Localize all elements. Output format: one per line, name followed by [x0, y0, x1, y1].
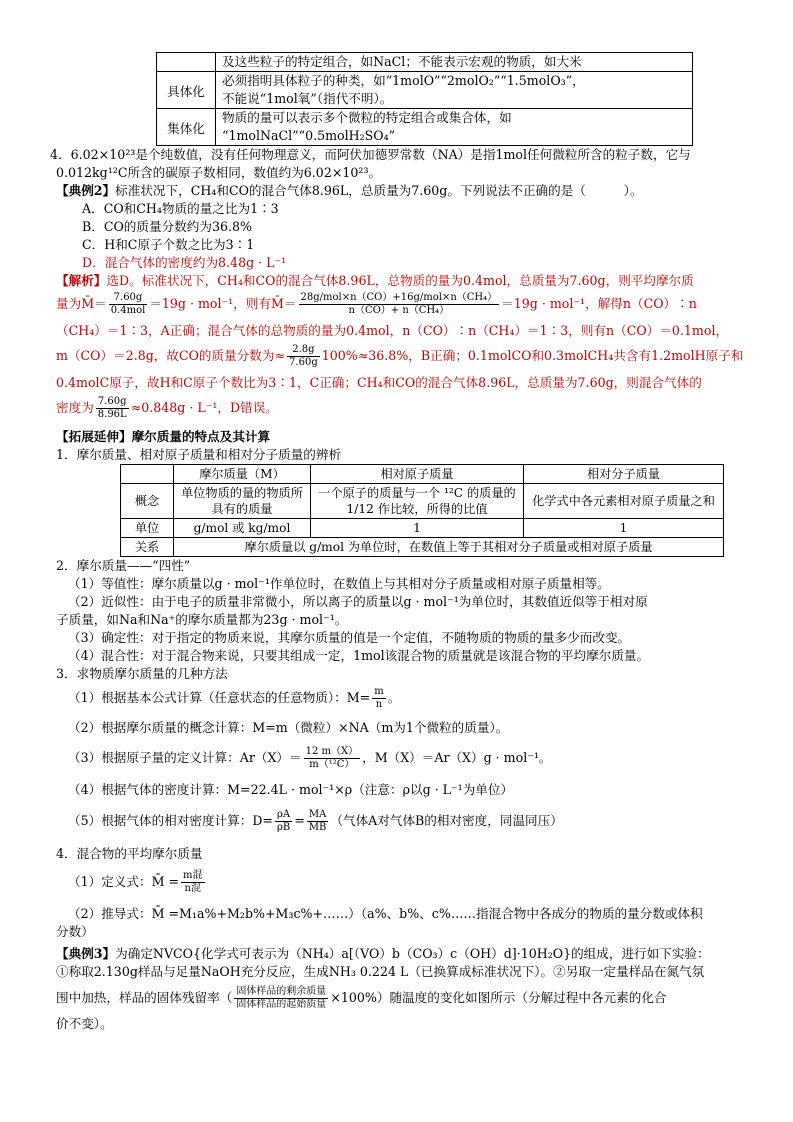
fraction	[275, 809, 292, 834]
denominator: 0.4mol	[110, 305, 146, 316]
method-text: （气体A对气体B的相对密度，同温同压）	[330, 813, 563, 828]
row-header: 关系	[121, 538, 174, 557]
table-row	[157, 72, 693, 109]
method-2: （2）根据摩尔质量的概念计算：M=m（微粒）×NA（m为1个微粒的质量）。	[68, 720, 509, 735]
page	[50, 52, 744, 1033]
option-c: C．H和C原子个数之比为3∶1	[82, 237, 255, 252]
table-row	[121, 484, 724, 519]
table-cell: 一个原子的质量与一个 ¹²C 的质量的 1/12 作比较，所得的比值	[311, 484, 524, 519]
analysis-text: 选D。标准状况下，CH₄和CO的混合气体8.96L，总物质的量为0.4mol，总质量为7.60g，则平均摩尔质	[106, 273, 694, 288]
row-header: 单位	[121, 519, 174, 538]
numerator: m混	[183, 870, 203, 881]
paragraph-4-cont: 0.012kg¹²C所含的碳原子数相同，数值约为6.02×10²³。	[56, 165, 382, 180]
method-5	[56, 805, 741, 837]
derived-formula: （2）推导式：M̄ =M₁a%+M₂b%+M₃c%+……）（a%、b%、c%……指混合物中各成分的物质的量分数或体积	[68, 906, 703, 921]
numerator: 7.60g	[96, 396, 129, 409]
table-cell: 摩尔质量以 g/mol 为单位时，在数值上等于其相对分子质量或相对原子质量	[174, 538, 724, 557]
denominator: 8.96L	[97, 409, 127, 420]
column-header: 相对分子质量	[524, 465, 724, 484]
denominator: 7.60g	[289, 357, 318, 368]
example-text: 围中加热，样品的固体残留率（	[56, 990, 233, 1005]
method-4: （4）根据气体的密度计算：M=22.4L · mol⁻¹×ρ（注意：ρ以g · L⁻¹为单位）	[68, 782, 514, 797]
example-2-stem	[56, 182, 741, 200]
method-text: （5）根据气体的相对密度计算：D=	[68, 813, 273, 828]
numerator: 2.8g	[287, 344, 320, 357]
fraction	[234, 986, 328, 1011]
denominator: 固体样品的起始质量	[236, 999, 327, 1010]
numerator: m	[374, 686, 384, 697]
analysis-text: 100%≈36.8%，B正确；0.1molCO和0.3molCH₄共含有1.2molH原子和	[321, 348, 744, 363]
definition-formula	[56, 867, 741, 897]
denominator: ρB	[276, 822, 291, 833]
numerator: 12 m（X）	[305, 746, 359, 757]
denominator: n	[375, 699, 383, 710]
method-text: （3）根据原子量的定义计算：Ar（X）＝	[68, 750, 302, 765]
fraction	[299, 292, 500, 317]
denominator: n（CO）+ n（CH₄）	[348, 305, 450, 316]
fraction	[181, 870, 204, 895]
example-3-line	[56, 981, 741, 1015]
paragraph-4: 4．6.02×10²³是个纯数值，没有任何物理意义，而阿伏加德罗常数（NA）是指1mol任何微粒所含的粒子数，它与	[50, 147, 691, 162]
extension-title: 【拓展延伸】摩尔质量的特点及其计算	[56, 429, 271, 444]
fraction	[372, 686, 385, 711]
option-a: A．CO和CH₄物质的量之比为1∶3	[82, 201, 279, 216]
analysis-tag: 【解析】	[56, 273, 107, 288]
table-cell: 及这些粒子的特定组合，如NaCl；不能表示宏观的物质，如大米	[216, 53, 693, 72]
numerator: 固体样品的剩余质量	[236, 986, 327, 997]
property-3: （3）确定性：对于指定的物质来说，其摩尔质量的值是一个定值，不随物质的物质的量多少而改变。	[68, 630, 631, 645]
analysis-text: ≈0.848g · L⁻¹，D错误。	[130, 400, 278, 415]
analysis-line	[56, 394, 741, 422]
option-b: B．CO的质量分数约为36.8%	[82, 219, 252, 234]
section-2-title: 2．摩尔质量——“四性”	[56, 558, 191, 573]
property-2: （2）近似性：由于电子的质量非常微小，所以离子的质量以g · mol⁻¹为单位时，其数值近似等于相对原	[68, 594, 648, 609]
section-1-title: 1．摩尔质量、相对原子质量和相对分子质量的辨析	[56, 447, 342, 462]
column-header: 摩尔质量（M）	[174, 465, 311, 484]
cell-line: 物质的量可以表示多个微粒的特定组合或集合体，如	[222, 110, 512, 125]
table-cell: g/mol 或 kg/mol	[174, 519, 311, 538]
example-3-line	[56, 945, 741, 963]
numerator: 28g/mol×n（CO）+16g/mol×n（CH₄）	[300, 292, 498, 303]
property-1: （1）等值性：摩尔质量以g · mol⁻¹作单位时，在数值上与其相对分子质量或相对原子质量相等。	[68, 576, 610, 591]
property-4: （4）混合性：对于混合物来说，只要其组成一定，1mol该混合物的质量就是该混合物的平均摩尔质量。	[68, 648, 650, 663]
analysis-line	[56, 272, 741, 290]
column-header: 相对原子质量	[311, 465, 524, 484]
fraction	[307, 809, 329, 834]
example-tag: 【典例3】	[56, 946, 116, 961]
table-cell: 化学式中各元素相对原子质量之和	[524, 484, 724, 519]
analysis-text: ＝19g · mol⁻¹，解得n（CO）∶n	[501, 296, 697, 311]
example-text: 为确定NVCO{化学式可表示为（NH₄）a[（VO）b（CO₃）c（OH）d]·10H₂O}的组成，进行如下实验：	[115, 946, 710, 961]
fraction	[96, 396, 129, 421]
molar-mass-table	[120, 464, 724, 557]
analysis-text: 密度为	[56, 400, 94, 415]
cell-line: “1molNaCl”“0.5molH₂SO₄”	[222, 128, 396, 143]
numerator: ρA	[275, 809, 292, 822]
table-row	[121, 519, 724, 538]
cell-line: 不能说“1mol氧”（指代不明）。	[222, 91, 393, 106]
property-2-cont: 子质量，如Na和Na⁺的摩尔质量都为23g · mol⁻¹。	[56, 612, 348, 627]
table-cell	[121, 465, 174, 484]
table-cell	[216, 72, 693, 109]
table-cell	[157, 53, 216, 72]
cell-line: 必须指明具体粒子的种类，如“1molO”“2molO₂”“1.5molO₃”，	[222, 73, 585, 88]
denominator: MB	[308, 822, 327, 833]
denominator: m（¹²C）	[309, 759, 355, 770]
example-text: ×100%）随温度的变化如图所示（分解过程中各元素的化合	[330, 990, 667, 1005]
method-1	[56, 683, 741, 713]
table-cell	[216, 109, 693, 146]
table-row	[121, 465, 724, 484]
table-row	[157, 109, 693, 146]
section-3-title: 3．求物质摩尔质量的几种方法	[56, 666, 228, 681]
method-text: 。	[387, 690, 401, 705]
numerator: 7.60g	[109, 292, 148, 305]
analysis-block	[56, 272, 744, 422]
fraction	[304, 746, 361, 771]
fraction	[109, 292, 148, 317]
analysis-line: （CH₄）＝1∶3，A正确；混合气体的总物质的量为0.4mol，n（CO）∶n（CH₄）＝1∶3，则有n（CO）＝0.1mol，	[56, 323, 729, 338]
section-4-title: 4．混合物的平均摩尔质量	[56, 846, 203, 861]
method-3	[56, 743, 741, 773]
row-header: 集体化	[157, 109, 216, 146]
analysis-text: 量为M̄＝	[56, 296, 107, 311]
analysis-text: ＝19g · mol⁻¹，则有M̄＝	[149, 296, 297, 311]
fraction	[287, 344, 320, 369]
example-3-line: ①称取2.130g样品与足量NaOH充分反应，生成NH₃ 0.224 L（已换算成标准状况下）。②另取一定量样品在氮气氛	[56, 964, 705, 979]
particle-table	[156, 52, 693, 146]
derived-formula-cont: 分数）	[56, 924, 94, 939]
table-cell: 单位物质的量的物质所具有的质量	[174, 484, 311, 519]
equals-sign: =	[294, 813, 305, 828]
numerator: MA	[307, 809, 329, 822]
example-text: 标准状况下，CH₄和CO的混合气体8.96L，总质量为7.60g。下列说法不正确的是（ ）。	[115, 183, 643, 198]
row-header: 具体化	[157, 72, 216, 109]
method-text: ，M（X）＝Ar（X）g · mol⁻¹。	[362, 750, 552, 765]
table-cell: 1	[311, 519, 524, 538]
method-text: （1）定义式：M̄ =	[68, 874, 180, 889]
row-header: 概念	[121, 484, 174, 519]
table-row	[157, 53, 693, 72]
denominator: n混	[184, 883, 201, 894]
analysis-text: m（CO）＝2.8g，故CO的质量分数为≈	[56, 348, 286, 363]
table-cell: 1	[524, 519, 724, 538]
method-text: （1）根据基本公式计算（任意状态的任意物质）：M=	[68, 690, 371, 705]
example-tag: 【典例2】	[56, 183, 116, 198]
analysis-line	[56, 342, 744, 370]
analysis-line	[56, 290, 741, 318]
analysis-line: 0.4molC原子，故H和C原子个数比为3∶1，C正确；CH₄和CO的混合气体8.96L，总质量为7.60g，则混合气体的	[56, 375, 702, 390]
option-d: D．混合气体的密度约为8.48g · L⁻¹	[82, 255, 287, 270]
example-3-line: 价不变）。	[56, 1016, 113, 1031]
table-row	[121, 538, 724, 557]
